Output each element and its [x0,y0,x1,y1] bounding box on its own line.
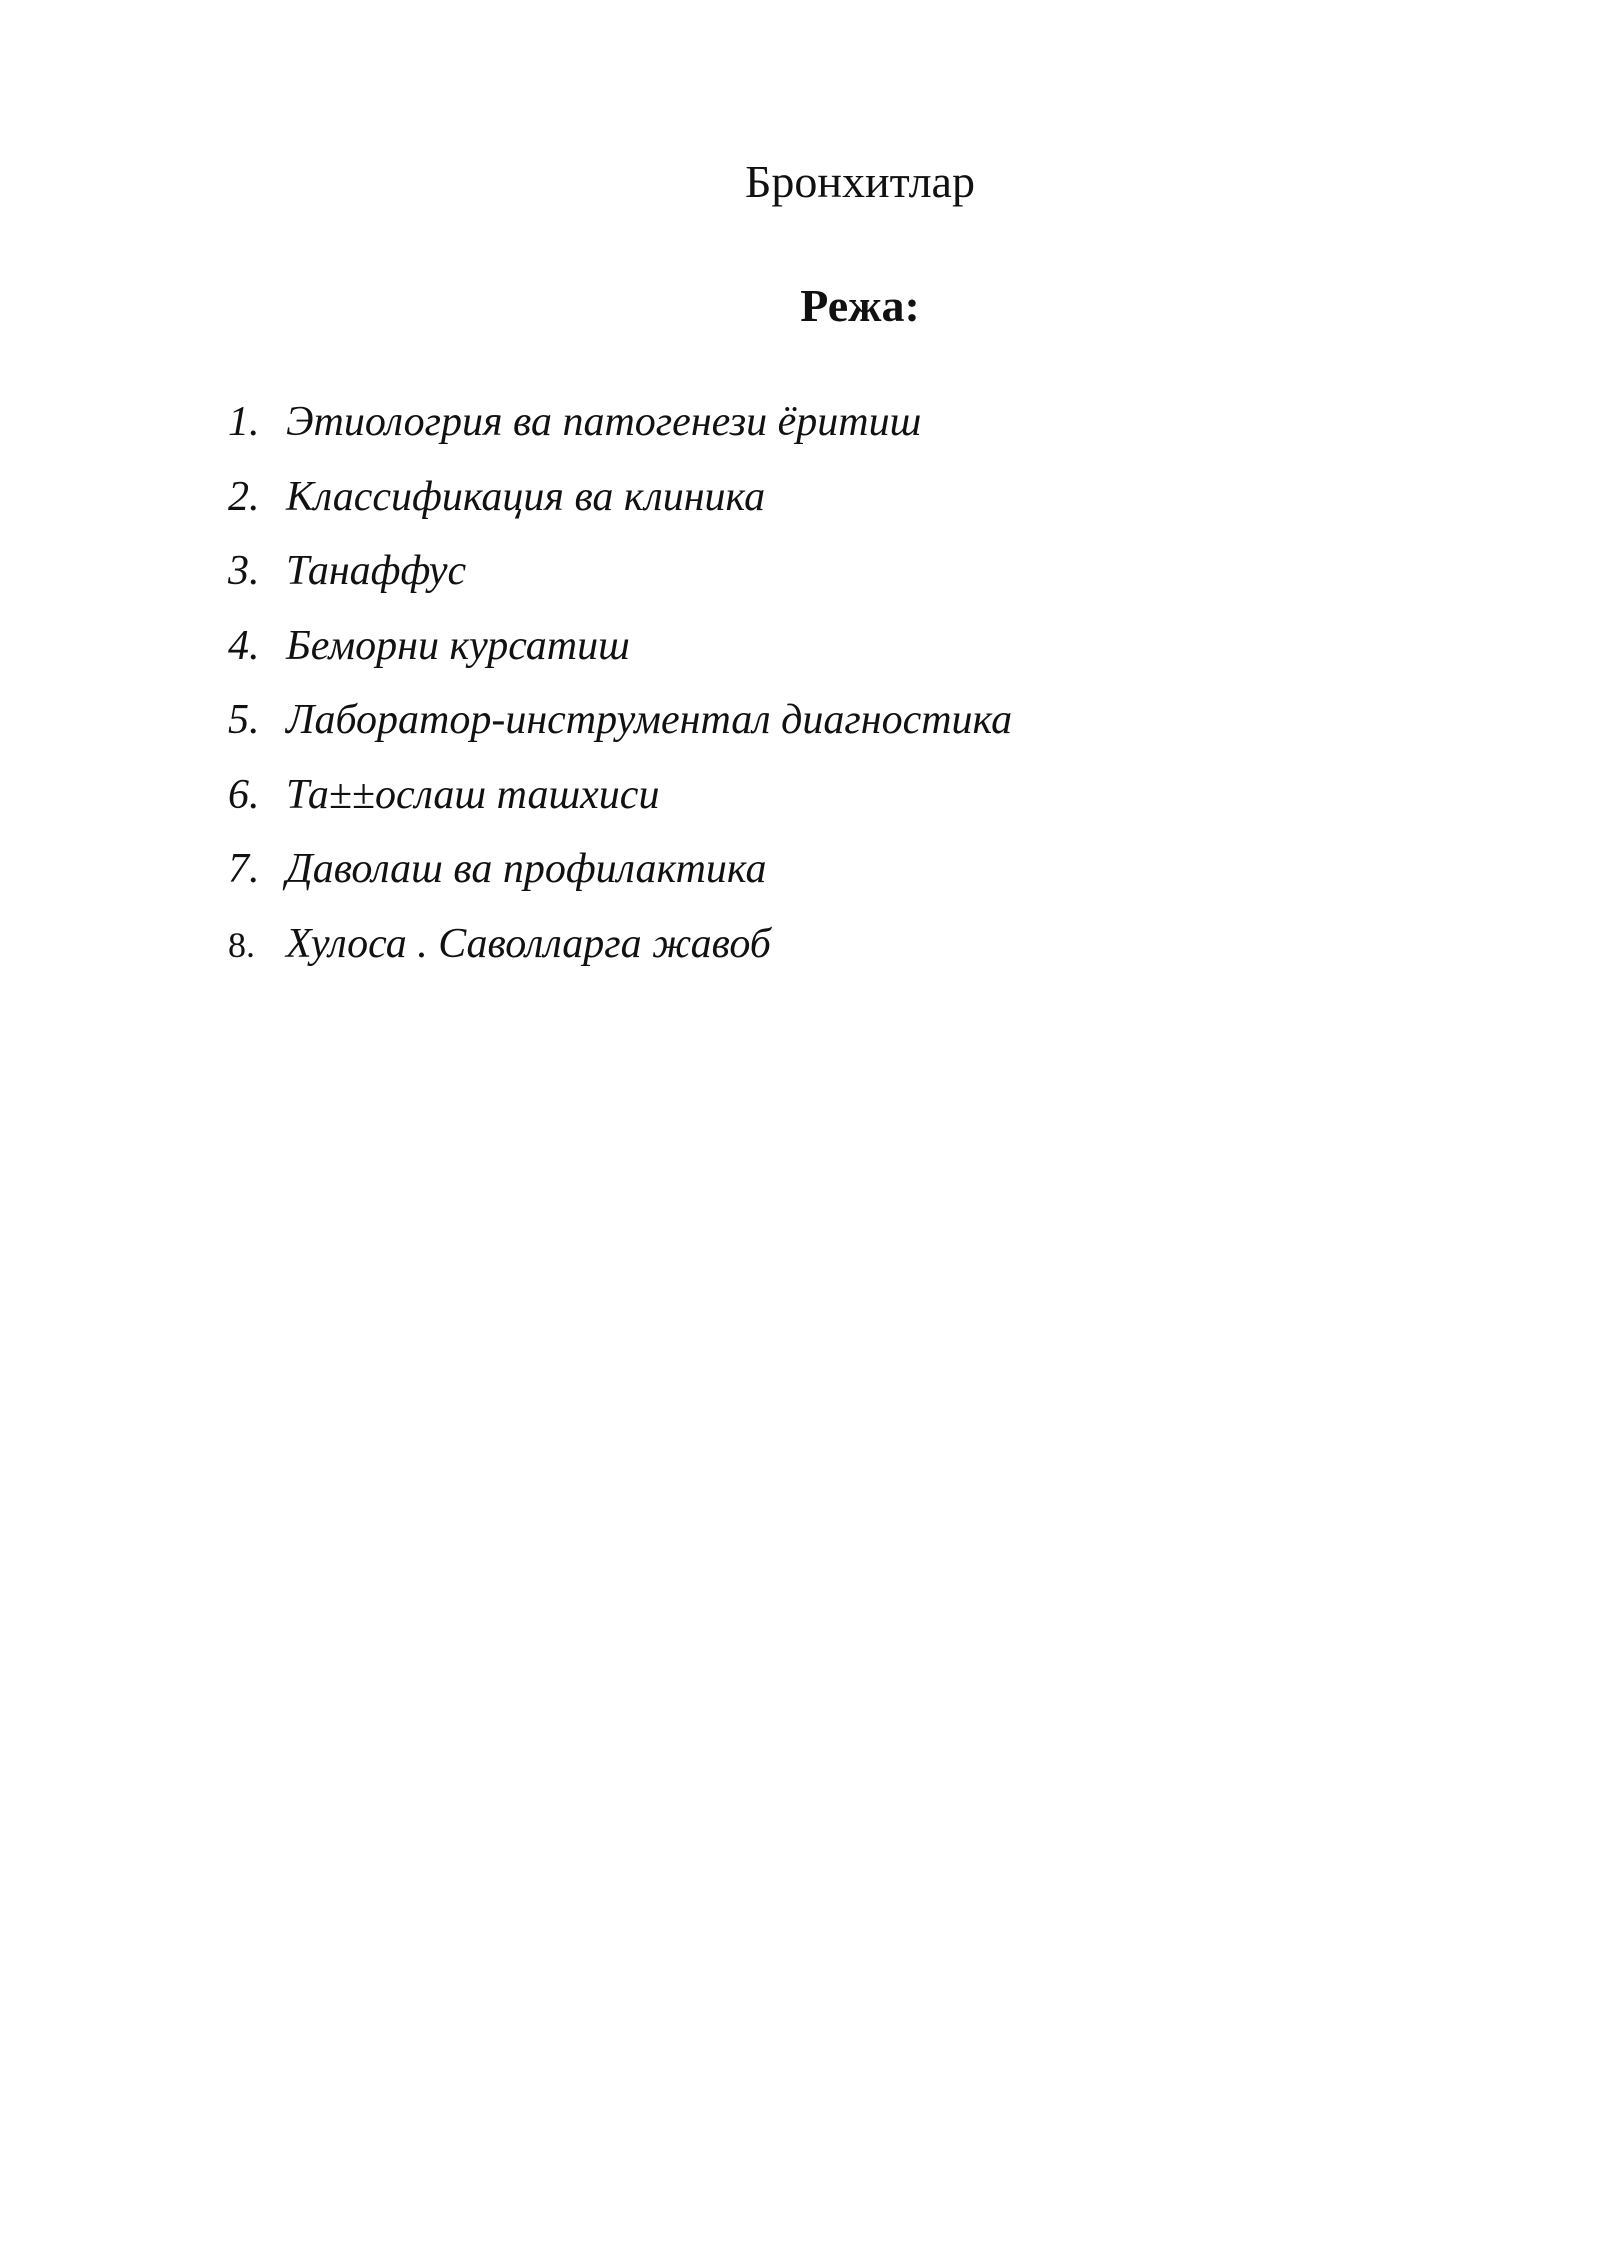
plan-item-number: 5. [228,697,260,743]
plan-heading: Режа: [800,280,920,331]
plan-item-text: Классификация ва клиника [286,473,766,520]
plan-item-text: Танаффус [286,548,467,594]
plan-item-8 [228,912,1012,987]
plan-item-1 [228,390,1012,465]
plan-item-number: 7. [228,846,260,892]
plan-item-text: Этиологрия ва патогенези ёритиш [286,399,922,445]
plan-item-6 [228,763,1012,838]
plan-item-text: Хулоса . Саволларга жавоб [286,920,771,967]
plan-item-number: 4. [228,622,260,669]
plan-item-number: 2. [228,473,260,520]
plan-item-text: Беморни курсатиш [286,622,630,669]
plan-item-text: Та±±ослаш ташхиси [286,771,660,818]
plan-item-text: Даволаш ва профилактика [286,846,767,892]
plan-item-number: 1. [228,399,260,445]
plan-item-number: 8. [228,924,255,965]
plan-item-4 [228,614,1012,689]
document-title: Бронхитлар [745,156,975,207]
plan-item-5 [228,688,1012,763]
plan-list [228,390,1012,986]
plan-item-number: 3. [228,548,260,594]
plan-item-2 [228,465,1012,540]
plan-item-text: Лаборатор-инструментал диагностика [286,697,1013,743]
plan-item-3 [228,539,1012,614]
plan-item-7 [228,837,1012,912]
plan-item-number: 6. [228,771,260,818]
